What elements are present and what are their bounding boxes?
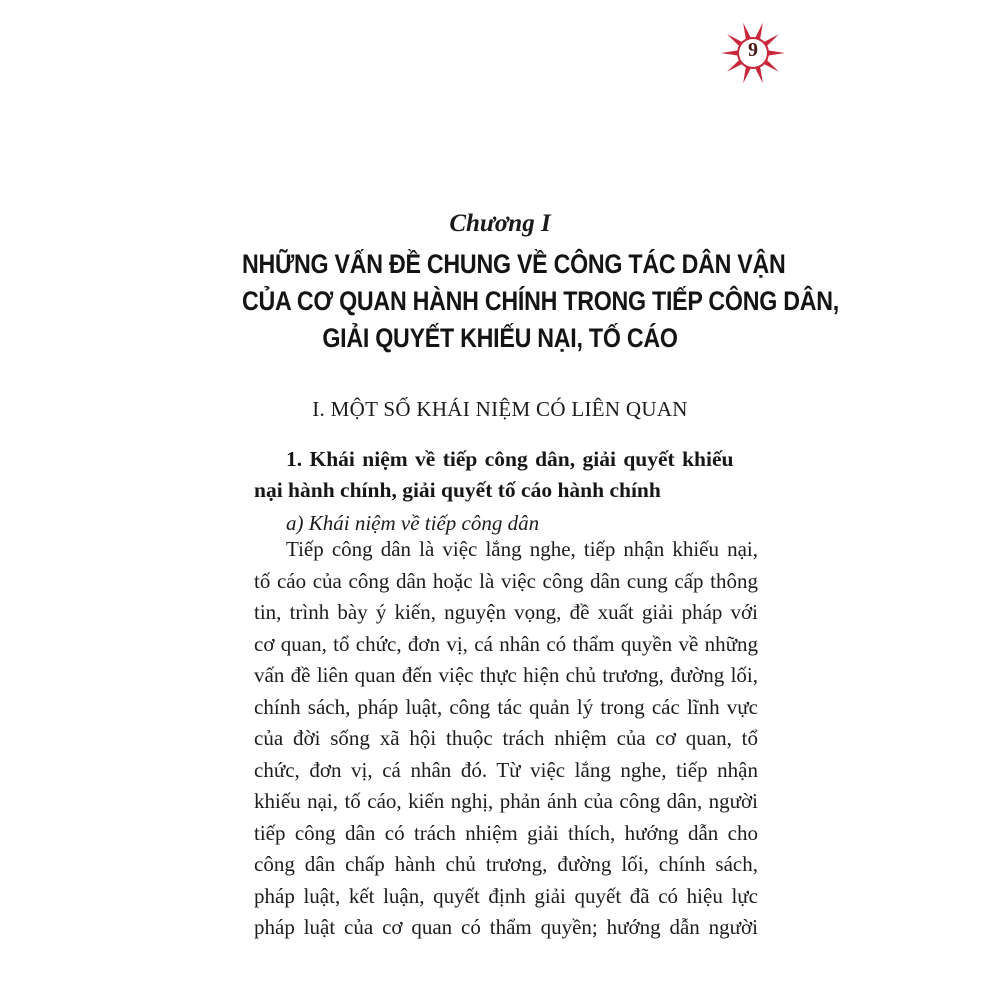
body-line: khiếu nại, tố cáo, kiến nghị, phản ánh của công dân, người [254,789,758,813]
body-line: Tiếp công dân là việc lắng nghe, tiếp nhận khiếu nại, [286,537,758,561]
section-heading: I. MỘT SỐ KHÁI NIỆM CÓ LIÊN QUAN [312,397,688,421]
chapter-label: Chương I [449,210,551,237]
chapter-title-line: NHỮNG VẤN ĐỀ CHUNG VỀ CÔNG TÁC DÂN VẬN [242,249,786,279]
body-line: pháp luật, kết luận, quyết định giải quyết đã có hiệu lực [254,883,758,908]
chapter-title-line: GIẢI QUYẾT KHIẾU NẠI, TỐ CÁO [322,323,678,353]
body-line: vấn đề liên quan đến việc thực hiện chủ trương, đường lối, [254,663,758,687]
body-line: cơ quan, tổ chức, đơn vị, cá nhân có thẩm quyền về những [254,631,758,656]
chapter-title [242,246,839,357]
sub-sub-heading: a) Khái niệm về tiếp công dân [286,511,540,535]
subsection-heading-line: 1. Khái niệm về tiếp công dân, giải quyết khiếu [286,447,734,471]
chapter-title-line: CỦA CƠ QUAN HÀNH CHÍNH TRONG TIẾP CÔNG DÂN, [242,286,839,316]
body-paragraph [254,534,758,944]
body-line: tin, trình bày ý kiến, nguyện vọng, đề xuất giải pháp với [254,600,758,624]
subsection-heading [254,444,758,506]
body-line: tố cáo của công dân hoặc là việc công dân cung cấp thông [254,568,758,593]
body-line: tiếp công dân có trách nhiệm giải thích, hướng dẫn cho [254,820,758,845]
body-line: công dân chấp hành chủ trương, đường lối, chính sách, [254,852,758,876]
body-line: chính sách, pháp luật, công tác quản lý trong các lĩnh vực [254,694,758,719]
body-line: chức, đơn vị, cá nhân đó. Từ việc lắng nghe, tiếp nhận [254,757,758,782]
page-number: 9 [748,39,758,61]
page-number-badge [718,18,788,88]
body-line: của đời sống xã hội thuộc trách nhiệm của cơ quan, tổ [254,726,758,750]
body-line: pháp luật của cơ quan có thẩm quyền; hướng dẫn người [254,915,758,939]
subsection-heading-line: nại hành chính, giải quyết tố cáo hành chính [254,478,661,502]
